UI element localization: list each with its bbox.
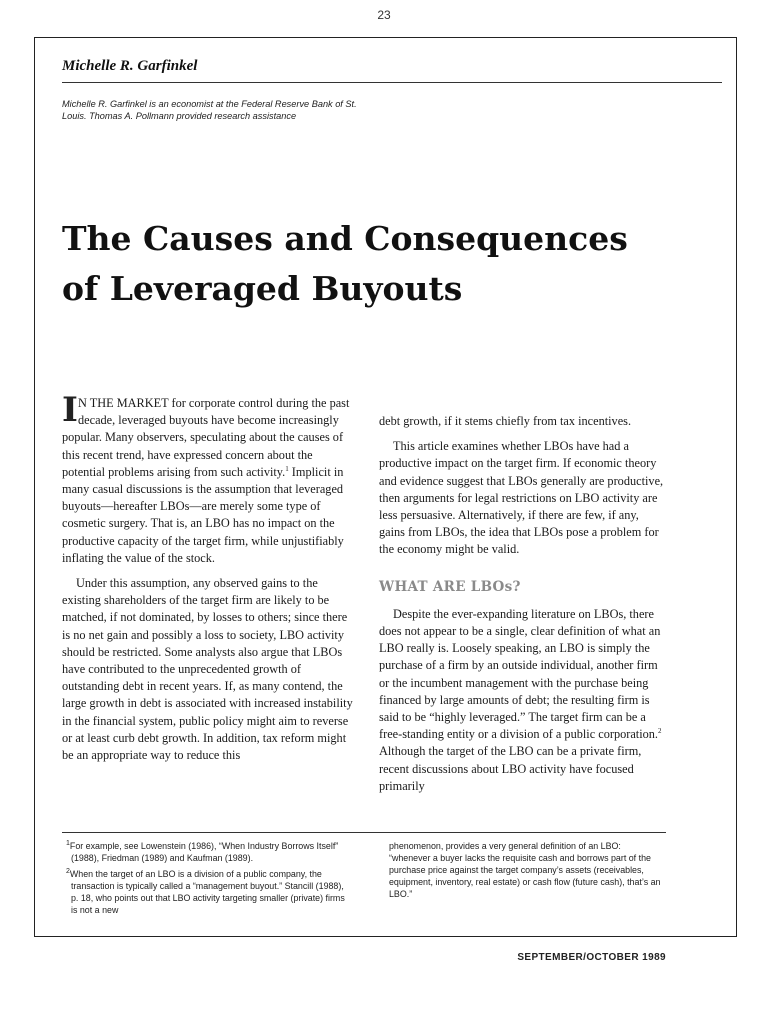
footnotes-left: [62, 840, 352, 920]
article-title: [62, 214, 722, 314]
issue-date: SEPTEMBER/OCTOBER 1989: [517, 952, 666, 963]
author-note: Michelle R. Garfinkel is an economist at the Federal Reserve Bank of St. Louis. Thomas A. Pollmann provided research assistance: [62, 99, 357, 121]
paragraph-2-continued: debt growth, if it stems chiefly from tax incentives.: [379, 414, 632, 428]
title-line-2: of Leveraged Buyouts: [62, 269, 463, 308]
section-heading: WHAT ARE LBOs?: [379, 578, 521, 595]
footnote-ref-2: 2: [658, 727, 662, 736]
footnote-2: $^2$When the target of an LBO is a division of a public company, the transaction is typically called a “management buyout.” Stancill (1988), p. 18, who points out that LBO activity targeting smaller (private) firms is not a new: [66, 868, 345, 915]
footnotes-right: [380, 840, 662, 904]
author-name: Michelle R. Garfinkel: [62, 58, 198, 74]
title-line-1: The Causes and Consequences: [62, 219, 628, 258]
paragraph-1: I N THE MARKET for corporate control during the past decade, leveraged buyouts have become increasingly popular. Many observers, speculating about the causes of this recent trend, have expressed concern about the potential problems arising from such activity.$^1$ Implicit in many casual discussions is the assumption that leveraged buyouts—hereafter LBOs—are merely some type of cosmetic surgery. That is, an LBO has no impact on the productive capacity of the target firm, while unjustifiably inflating the value of the stock.: [62, 390, 350, 565]
page-number: 23: [377, 8, 391, 22]
paragraph-4: Despite the ever-expanding literature on LBOs, there does not appear to be a single, clear definition of what an LBO really is. Loosely speaking, an LBO is simply the purchase of a firm by an outside individual, another firm or the incumbent management with the purchase being financed by large amounts of debt; the resulting firm is said to be “highly leveraged.” The target firm can be a free-standing entity or a division of a public corporation.$^2$ Although the target of the LBO can be a private firm, recent discussions about LBO activity have focused primarily: [379, 606, 662, 793]
footnote-1: $^1$For example, see Lowenstein (1986), “When Industry Borrows Itself” (1988), Friedman (1989) and Kaufman (1989).: [66, 840, 339, 863]
body-column-left: [62, 390, 354, 764]
footnotes-divider: [62, 832, 666, 833]
paragraph-2: Under this assumption, any observed gains to the existing shareholders of the target firm are likely to be matched, if not dominated, by losses to others; since there is no net gain and possibly a loss to society, LBO activity should be restricted. Some analysts also argue that LBOs have contributed to the unprecedented growth of outstanding debt in recent years. If, as many contend, the large growth in debt is associated with increased instability in the financial system, public policy might aim to reverse or at least curb debt growth. In addition, tax reform might be an appropriate way to reduce this: [62, 576, 353, 763]
author-divider: [62, 82, 722, 83]
body-column-right: [379, 413, 667, 795]
drop-cap: I: [62, 390, 78, 430]
footnote-2-continued: phenomenon, provides a very general definition of an LBO: “whenever a buyer lacks the requisite cash and borrows part of the purchase price against the target company’s assets (receivables, equipment, inventory, real estate) or cash flow (future cash), that’s an LBO.”: [389, 841, 661, 899]
footnote-ref-1: 1: [285, 464, 289, 473]
paragraph-3: This article examines whether LBOs have had a productive impact on the target firm. If economic theory and evidence suggest that LBOs generally are productive, then arguments for legal restrictions on LBO activity are less persuasive. Alternatively, if there are few, if any, gains from LBOs, the idea that LBOs pose a problem for the economy might be valid.: [379, 439, 664, 557]
